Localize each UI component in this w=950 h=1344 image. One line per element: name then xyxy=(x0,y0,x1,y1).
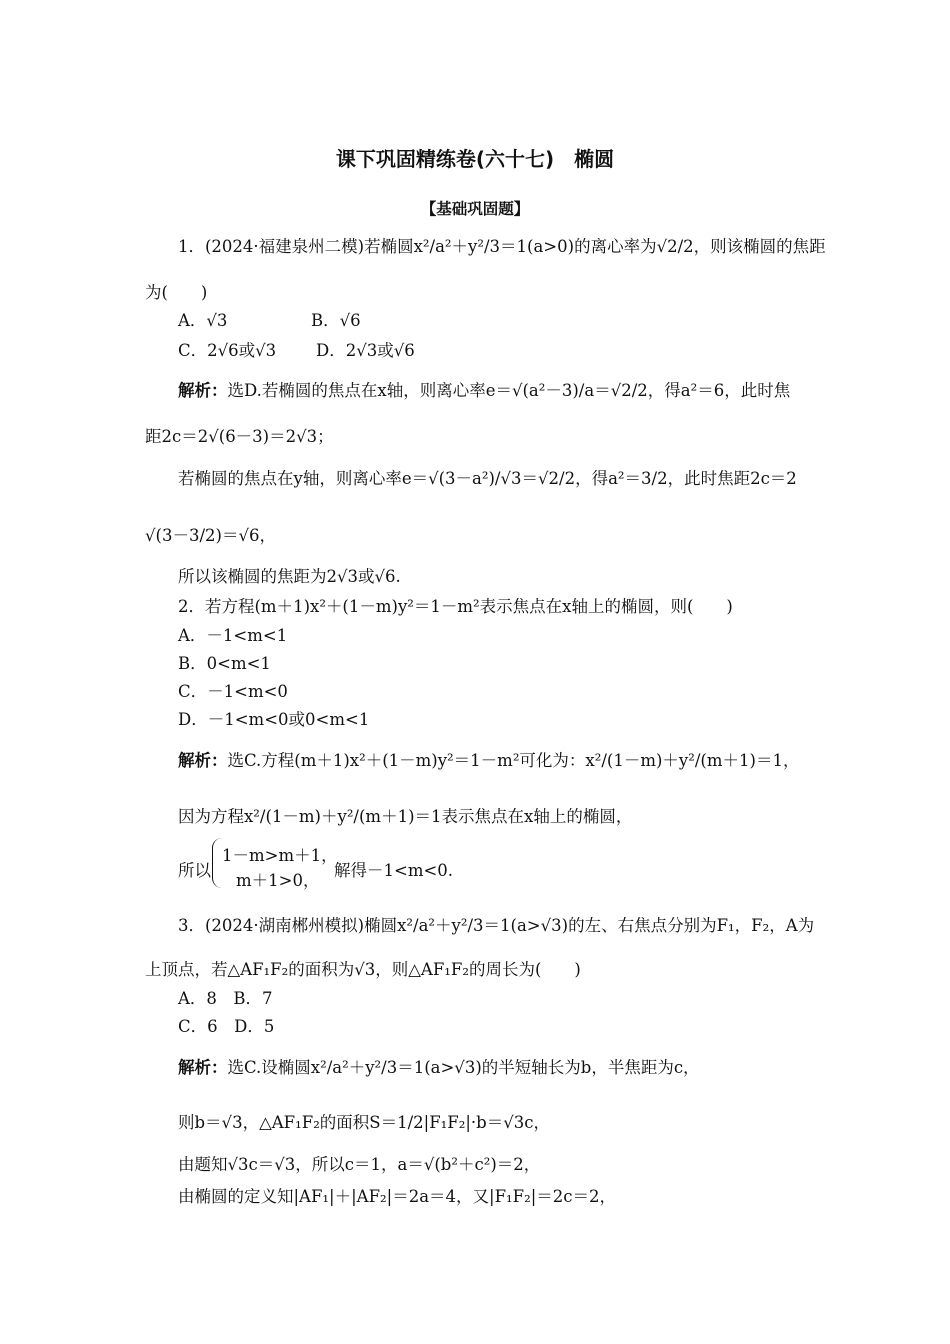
q2-solution-label: 解析： xyxy=(178,751,228,770)
q3-stem: 3．(2024·湖南郴州模拟)椭圆x²/a²＋y²/3＝1(a>√3)的左、右焦点分别为F₁，F₂，A为 xyxy=(178,916,815,935)
q2-option-c: C．－1<m<0 xyxy=(178,682,288,701)
q3-solution-line-2: 则b＝√3，△AF₁F₂的面积S＝1/2|F₁F₂|·b＝√3c， xyxy=(178,1113,550,1132)
q3-solution-line-1 xyxy=(0,1057,950,1079)
q3-solution-line-3: 由题知√3c＝√3，所以c＝1，a＝√(b²＋c²)＝2， xyxy=(178,1155,541,1174)
q1-stem-cont: 为( ) xyxy=(145,283,208,302)
q2-option-a: A．－1<m<1 xyxy=(178,626,288,645)
q2-solution-text-1: 选C.方程(m＋1)x²＋(1－m)y²＝1－m²可化为：x²/(1－m)＋y²/(m＋1)＝1， xyxy=(227,751,800,770)
q2-solution-line-1 xyxy=(0,750,950,772)
q1-option-b: B．√6 xyxy=(311,311,361,330)
q1-solution-line-4: √(3－3/2)＝√6， xyxy=(145,526,276,545)
q1-solution-line-2: 距2c＝2√(6－3)＝2√3； xyxy=(145,427,334,446)
q2-option-d: D．－1<m<0或0<m<1 xyxy=(178,710,370,729)
q3-solution-label: 解析： xyxy=(178,1058,228,1077)
section-heading: 【基础巩固题】 xyxy=(420,200,530,218)
q1-solution-text-1: 选D.若椭圆的焦点在x轴，则离心率e＝√(a²－3)/a＝√2/2，得a²＝6，此时焦 xyxy=(227,381,791,400)
q3-solution-line-4: 由椭圆的定义知|AF₁|＋|AF₂|＝2a＝4，又|F₁F₂|＝2c＝2， xyxy=(178,1187,617,1206)
q1-solution-line-1 xyxy=(0,380,950,402)
q3-options-cd: C．6 D．5 xyxy=(178,1017,275,1036)
q2-inequality-1: 1－m>m＋1， xyxy=(222,846,338,865)
page-title: 课下巩固精练卷(六十七) 椭圆 xyxy=(335,147,615,171)
q3-solution-text-1: 选C.设椭圆x²/a²＋y²/3＝1(a>√3)的半短轴长为b，半焦距为c， xyxy=(227,1058,700,1077)
q1-solution-line-3: 若椭圆的焦点在y轴，则离心率e＝√(3－a²)/√3＝√2/2，得a²＝3/2，此时焦距2c＝2 xyxy=(178,469,797,488)
q3-options-ab: A．8 B．7 xyxy=(178,989,273,1008)
q1-option-d: D．2√3或√6 xyxy=(316,341,415,360)
q2-inequality-2: m＋1>0， xyxy=(236,871,320,890)
q2-solution-line-2: 因为方程x²/(1－m)＋y²/(m＋1)＝1表示焦点在x轴上的椭圆， xyxy=(178,807,633,826)
q2-solution-prefix: 所以 xyxy=(178,861,211,880)
q1-solution-label: 解析： xyxy=(178,381,228,400)
q2-option-b: B．0<m<1 xyxy=(178,654,271,673)
q1-option-c: C．2√6或√3 xyxy=(178,341,277,360)
q1-options-ab xyxy=(0,310,950,332)
q2-stem: 2．若方程(m＋1)x²＋(1－m)y²＝1－m²表示焦点在x轴上的椭圆，则( ) xyxy=(178,597,733,616)
q2-solution-result: 解得－1<m<0. xyxy=(334,861,454,880)
q1-options-cd xyxy=(0,340,950,362)
q1-option-a: A．√3 xyxy=(178,311,228,330)
q3-stem-cont: 上顶点，若△AF₁F₂的面积为√3，则△AF₁F₂的周长为( ) xyxy=(145,960,581,979)
q1-stem: 1．(2024·福建泉州二模)若椭圆x²/a²＋y²/3＝1(a>0)的离心率为√2/2，则该椭圆的焦距 xyxy=(178,237,826,256)
q1-solution-line-5: 所以该椭圆的焦距为2√3或√6. xyxy=(178,567,401,586)
